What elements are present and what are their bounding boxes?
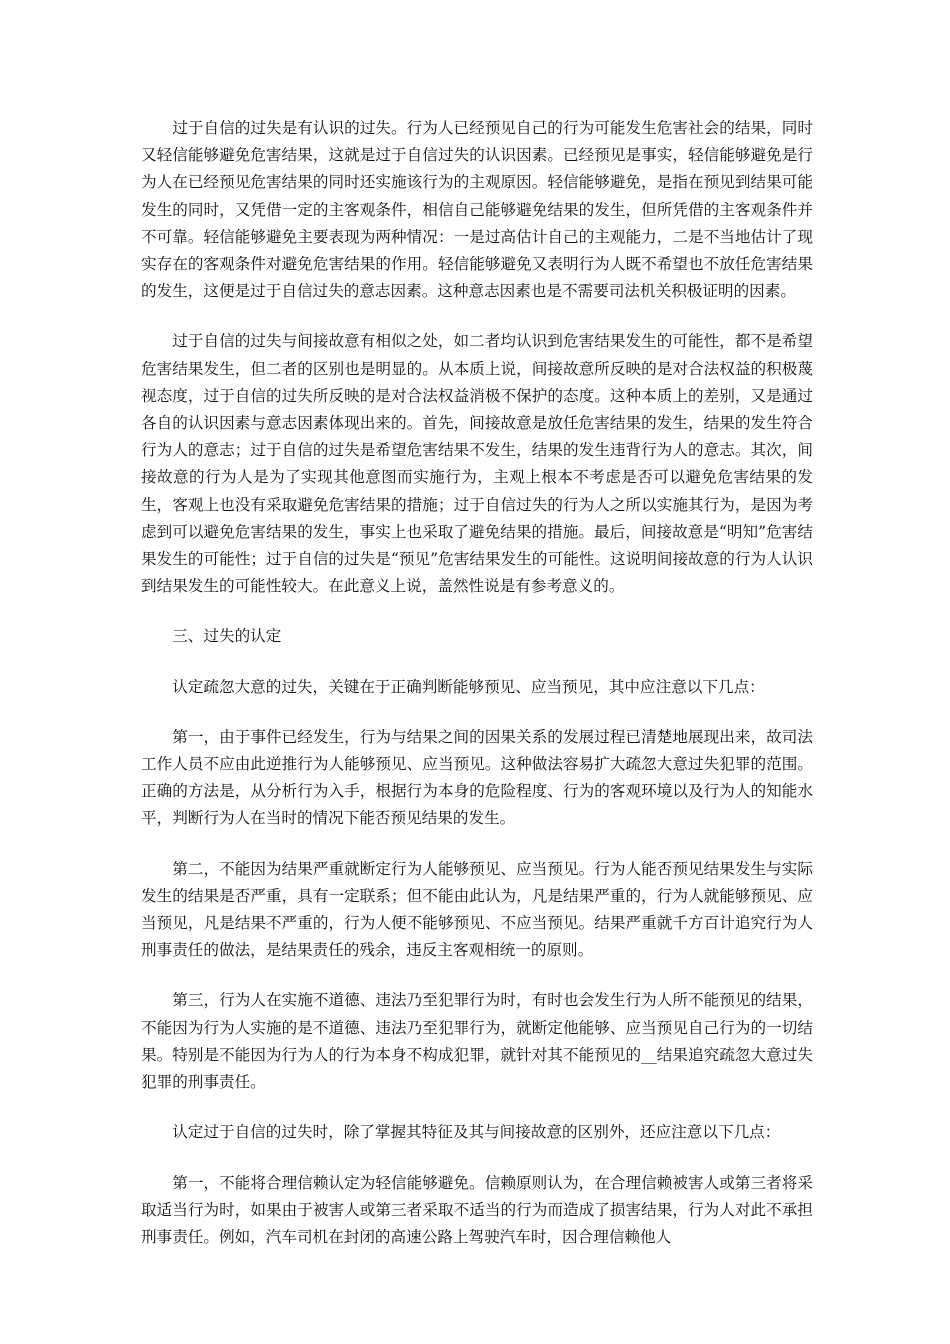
paragraph-negligence-intro: 认定疏忽大意的过失，关键在于正确判断能够预见、应当预见，其中应注意以下几点： <box>172 677 765 696</box>
paragraph-third-point: 第三，行为人在实施不道德、违法乃至犯罪行为时，有时也会发生行为人所不能预见的结果，不能因为行为人实施的是不道德、违法乃至犯罪行为，就断定他能够、应当预见自己行为的一切结果。特别是不能因为行为人的行为本身不构成犯罪，就针对其不能预见的__结果追究疏忽大意过失犯罪的刑事责任。 <box>141 991 813 1092</box>
paragraph-reasonable-reliance: 第一，不能将合理信赖认定为轻信能够避免。信赖原则认为，在合理信赖被害人或第三者将采取适当行为时，如果由于被害人或第三者采取不适当的行为而造成了损害结果，行为人对此不承担刑事责任。例如，汽车司机在封闭的高速公路上驾驶汽车时，因合理信赖他人 <box>141 1173 813 1246</box>
paragraph-comparison-indirect-intent: 过于自信的过失与间接故意有相似之处，如二者均认识到危害结果发生的可能性，都不是希望危害结果发生，但二者的区别也是明显的。从本质上说，间接故意所反映的是对合法权益的积极蔑视态度，过于自信的过失所反映的是对合法权益消极不保护的态度。这种本质上的差别，又是通过各自的认识因素与意志因素体现出来的。首先，间接故意是放任危害结果的发生，结果的发生符合行为人的意志；过于自信的过失是希望危害结果不发生，结果的发生违背行为人的意志。其次，间接故意的行为人是为了实现其他意图而实施行为，主观上根本不考虑是否可以避免危害结果的发生，客观上也没有采取避免危害结果的措施；过于自信过失的行为人之所以实施其行为，是因为考虑到可以避免危害结果的发生，事实上也采取了避免结果的措施。最后，间接故意是“明知”危害结果发生的可能性；过于自信的过失是“预见”危害结果发生的可能性。这说明间接故意的行为人认识到结果发生的可能性较大。在此意义上说，盖然性说是有参考意义的。 <box>141 332 813 596</box>
section-heading-negligence-determination: 三、过失的认定 <box>172 627 282 646</box>
paragraph-first-point: 第一，由于事件已经发生，行为与结果之间的因果关系的发展过程已清楚地展现出来，故司法工作人员不应由此逆推行为人能够预见、应当预见。这种做法容易扩大疏忽大意过失犯罪的范围。正确的方法是，从分析行为入手，根据行为本身的危险程度、行为的客观环境以及行为人的知能水平，判断行为人在当时的情况下能否预见结果的发生。 <box>141 727 813 828</box>
paragraph-overconfidence-intro: 认定过于自信的过失时，除了掌握其特征及其与间接故意的区别外，还应注意以下几点： <box>172 1123 781 1142</box>
document-body <box>141 115 813 1274</box>
paragraph-second-point: 第二，不能因为结果严重就断定行为人能够预见、应当预见。行为人能否预见结果发生与实际发生的结果是否严重，具有一定联系；但不能由此认为，凡是结果严重的，行为人就能够预见、应当预见，凡是结果不严重的，行为人便不能够预见、不应当预见。结果严重就千方百计追究行为人刑事责任的做法，是结果责任的残余，违反主客观相统一的原则。 <box>141 859 813 960</box>
paragraph-overconfidence-definition: 过于自信的过失是有认识的过失。行为人已经预见自己的行为可能发生危害社会的结果，同时又轻信能够避免危害结果，这就是过于自信过失的认识因素。已经预见是事实，轻信能够避免是行为人在已经预见危害结果的同时还实施该行为的主观原因。轻信能够避免，是指在预见到结果可能发生的同时，又凭借一定的主客观条件，相信自己能够避免结果的发生，但所凭借的主客观条件并不可靠。轻信能够避免主要表现为两种情况：一是过高估计自己的主观能力，二是不当地估计了现实存在的客观条件对避免危害结果的作用。轻信能够避免又表明行为人既不希望也不放任危害结果的发生，这便是过于自信过失的意志因素。这种意志因素也是不需要司法机关积极证明的因素。 <box>141 119 813 301</box>
